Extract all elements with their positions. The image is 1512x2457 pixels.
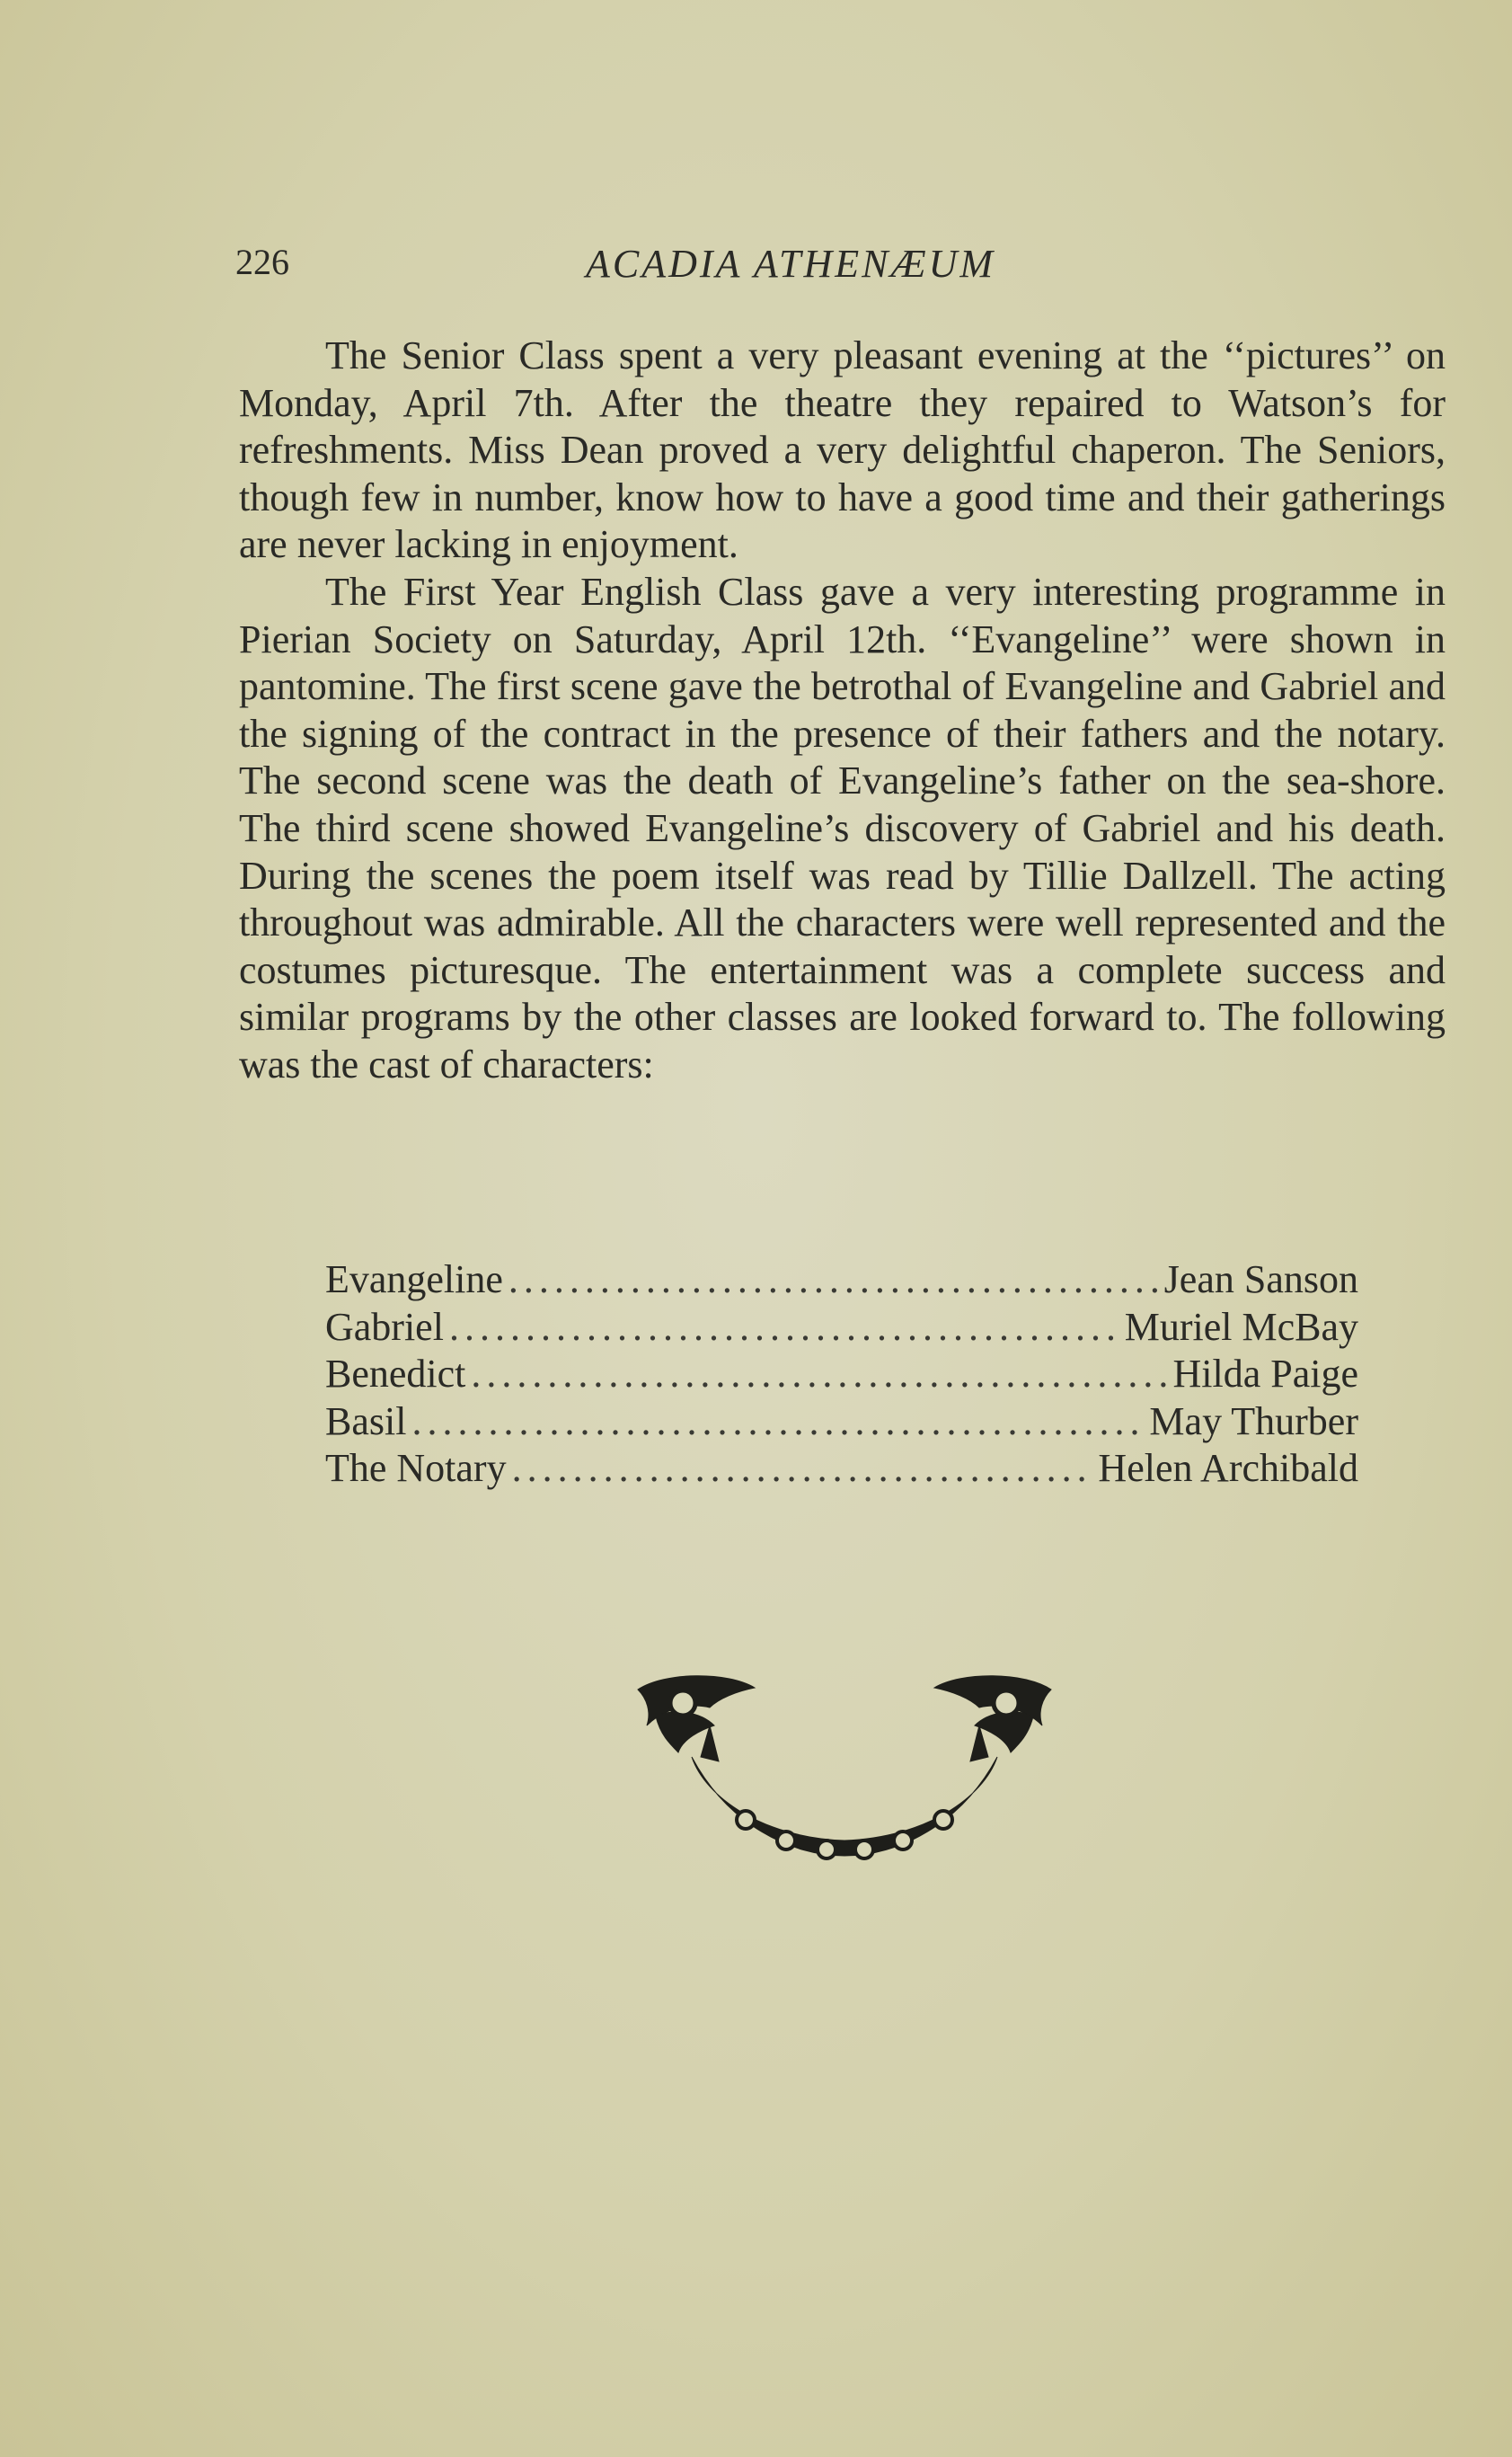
cast-role: Evangeline — [325, 1257, 503, 1301]
cast-list — [325, 1256, 1358, 1493]
cast-row — [325, 1398, 1358, 1446]
floral-garland-ornament-icon — [629, 1672, 1060, 1869]
cast-actor: Jean Sanson — [1163, 1257, 1358, 1301]
cast-row — [325, 1256, 1358, 1304]
page-number: 226 — [235, 242, 289, 282]
paragraph-senior-class: The Senior Class spent a very pleasant evening at the ‘‘pictures’’ on Monday, April 7th. After the theatre they repaired to Watson’s for refreshments. Miss Dean proved a very delightful chaperon. The Seniors, though few in number, know how to have a good time and their gatherings are never lacking in enjoyment. — [239, 333, 1446, 567]
article-body — [239, 333, 1446, 1089]
dot-leader — [449, 1304, 1119, 1352]
cast-role: Basil — [325, 1398, 407, 1443]
cast-actor: Helen Archibald — [1098, 1446, 1358, 1490]
paragraph-first-year-english: The First Year English Class gave a very interesting programme in Pierian Society on Saturday, April 12th. ‘‘Evangeline’’ were shown in pantomine. The first scene gave the betrothal of Evangeline and Gabriel and the signing of the contract in the presence of their fathers and the notary. The second scene was the death of Evangeline’s father on the sea-shore. The third scene showed Evangeline’s discovery of Gabriel and his death. During the scenes the poem itself was read by Tillie Dallzell. The acting throughout was admirable. All the characters were well represented and the costumes picturesque. The entertainment was a complete success and similar programs by the other classes are looked forward to. The following was the cast of characters: — [239, 569, 1446, 1087]
cast-row — [325, 1304, 1358, 1352]
cast-actor: Muriel McBay — [1124, 1304, 1358, 1349]
cast-role: Gabriel — [325, 1304, 444, 1349]
cast-row — [325, 1351, 1358, 1398]
cast-actor: Hilda Paige — [1172, 1352, 1358, 1396]
cast-role: The Notary — [325, 1446, 507, 1490]
dot-leader — [411, 1398, 1144, 1446]
cast-actor: May Thurber — [1149, 1398, 1358, 1443]
running-head: ACADIA ATHENÆUM — [586, 242, 996, 286]
cast-role: Benedict — [325, 1352, 466, 1396]
dot-leader — [471, 1351, 1167, 1398]
dot-leader — [512, 1445, 1093, 1493]
dot-leader — [508, 1256, 1159, 1304]
page-header — [235, 241, 1448, 295]
cast-row — [325, 1445, 1358, 1493]
